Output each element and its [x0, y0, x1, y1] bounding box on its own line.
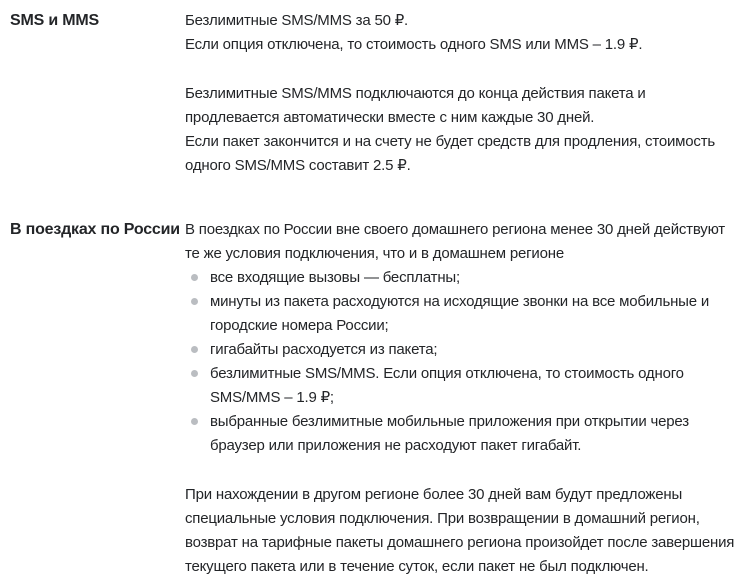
sms-price-paragraph: Безлимитные SMS/MMS за 50 ₽. Если опция отключена, то стоимость одного SMS или MMS – 1.9 ₽.	[185, 12, 643, 53]
travel-outro-paragraph: При нахождении в другом регионе более 30 дней вам будут предложены специальные условия подключения. При возвращении в домашний регион, возврат на тарифные пакеты домашнего региона произойдет после завершения текущего пакета или в течение суток, если пакет не был подключен.	[185, 486, 735, 575]
list-item: минуты из пакета расходуются на исходящие звонки на все мобильные и городские номера России;	[185, 290, 741, 338]
section-sms-mms-label: SMS и MMS	[10, 12, 99, 29]
section-sms-mms	[10, 9, 741, 178]
travel-intro-paragraph: В поездках по России вне своего домашнего региона менее 30 дней действуют те же условия подключения, что и в домашнем регионе	[185, 221, 725, 262]
list-item: выбранные безлимитные мобильные приложения при открытии через браузер или приложения не расходуют пакет гигабайт.	[185, 410, 741, 458]
travel-conditions-list	[185, 266, 741, 458]
list-item: гигабайты расходуется из пакета;	[185, 338, 741, 362]
section-travel-russia-label: В поездках по России	[10, 221, 180, 238]
list-item: безлимитные SMS/MMS. Если опция отключена, то стоимость одного SMS/MMS – 1.9 ₽;	[185, 362, 741, 410]
section-travel-russia-content	[185, 218, 741, 579]
section-travel-russia	[10, 218, 741, 579]
sms-renewal-paragraph: Безлимитные SMS/MMS подключаются до конца действия пакета и продлевается автоматически вместе с ним каждые 30 дней. Если пакет закончится и на счету не будет средств для продления, стоимость одного SMS/MMS составит 2.5 ₽.	[185, 85, 716, 174]
list-item: все входящие вызовы — бесплатны;	[185, 266, 741, 290]
section-sms-mms-content	[185, 9, 741, 178]
